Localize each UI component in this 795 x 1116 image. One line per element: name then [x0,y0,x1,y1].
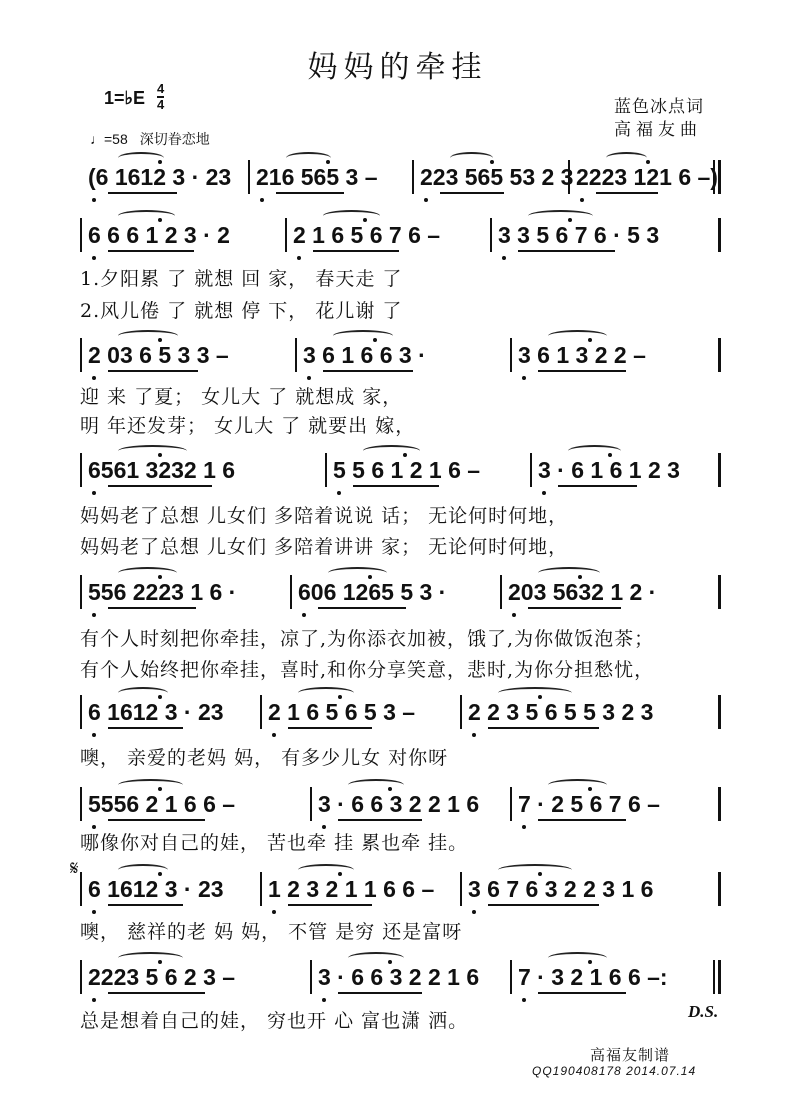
measure-notes: 6561 3232 1 6 [88,457,236,483]
barline [80,787,82,821]
octave-dot [512,613,516,617]
lyric-line: 哪像你对自己的娃， 苦也牵 挂 累也牵 挂。 [80,832,469,854]
final-barline [718,218,721,252]
barline [80,960,82,994]
octave-dot [424,198,428,202]
measure-notes: 2 2 3 5 6 5 5 3 2 3 [468,699,654,725]
measure-notes: 3 6 1 3 2 2 – [518,342,646,368]
beam-underline [538,370,626,372]
barline [80,575,82,609]
lyric-line: 1.夕阳累 了 就想 回 家， 春天走 了 [80,268,403,290]
key-signature: 1=♭E [104,88,146,108]
notation-system [80,958,720,998]
barline [530,453,532,487]
notation-system [80,158,720,198]
octave-dot [538,872,542,876]
final-barline [718,787,721,821]
beam-underline [318,607,406,609]
octave-dot [338,872,342,876]
barline [290,575,292,609]
barline [490,218,492,252]
segno-sign: 𝄋 [70,856,79,880]
barline [310,960,312,994]
octave-dot [272,910,276,914]
meter-top: 4 [157,81,165,96]
octave-dot [538,695,542,699]
measure-notes: 6 1612 3 · 23 [88,876,224,902]
measure-notes: 3 · 6 6 3 2 2 1 6 [318,964,480,990]
beam-underline [108,192,177,194]
slur-arc [548,952,607,964]
lyric-line: 总是想着自己的娃， 穷也开 心 富也潇 洒。 [80,1010,469,1032]
slur-arc [498,687,572,699]
slur-arc [298,864,354,876]
slur-arc [118,567,177,579]
barline [80,338,82,372]
beam-underline [488,904,599,906]
barline [260,872,262,906]
slur-arc [286,152,331,164]
measure-notes: 2 1 6 5 6 5 3 – [268,699,416,725]
meter-bottom: 4 [157,97,165,112]
octave-dot [92,998,96,1002]
final-barline [718,453,721,487]
slur-arc [118,445,187,457]
tempo-marking [90,129,210,149]
slur-arc [118,210,175,222]
octave-dot [578,575,582,579]
barline [80,218,82,252]
measure-notes: 556 2223 1 6 · [88,579,237,605]
notation-system [80,573,720,613]
barline [510,960,512,994]
slur-arc [348,952,404,964]
lyric-line: 妈妈老了总想 儿女们 多陪着讲讲 家； 无论何时何地， [80,536,569,558]
octave-dot [403,453,407,457]
octave-dot [338,695,342,699]
measure-notes: 3 6 1 6 6 3 · [303,342,426,368]
octave-dot [92,256,96,260]
transcriber-credit: 高福友制谱 [590,1046,671,1064]
slur-arc [568,445,621,457]
octave-dot [608,453,612,457]
barline [80,872,82,906]
octave-dot [337,491,341,495]
lyric-line: 2.风儿倦 了 就想 停 下， 花儿谢 了 [80,300,403,322]
slur-arc [333,330,393,342]
octave-dot [307,376,311,380]
barline [500,575,502,609]
barline [310,787,312,821]
barline [260,695,262,729]
octave-dot [260,198,264,202]
octave-dot [368,575,372,579]
measure-notes: 2 03 6 5 3 3 – [88,342,229,368]
measure-notes: 216 565 3 – [256,164,378,190]
beam-underline [596,192,658,194]
slur-arc [363,445,420,457]
final-barline [718,338,721,372]
octave-dot [272,733,276,737]
slur-arc [348,779,404,791]
measure-notes: (6 1612 3 · 23 [88,164,232,190]
octave-dot [363,218,367,222]
octave-dot [588,787,592,791]
octave-dot [297,256,301,260]
slur-arc [606,152,647,164]
lyric-line: 妈妈老了总想 儿女们 多陪着说说 话； 无论何时何地， [80,505,569,527]
beam-underline [538,992,626,994]
octave-dot [92,376,96,380]
octave-dot [158,160,162,164]
octave-dot [522,998,526,1002]
octave-dot [502,256,506,260]
octave-dot [158,453,162,457]
measure-notes: 5556 2 1 6 6 – [88,791,236,817]
octave-dot [158,575,162,579]
composer-credit: 高福友曲 [614,120,702,140]
notation-system [80,216,720,256]
beam-underline [528,607,621,609]
barline [412,160,414,194]
beam-underline [108,904,183,906]
measure-notes: 1 2 3 2 1 1 6 6 – [268,876,435,902]
octave-dot [322,998,326,1002]
beam-underline [440,192,504,194]
slur-arc [118,779,183,791]
tempo-value: ♩=58 [90,131,128,147]
octave-dot [158,787,162,791]
octave-dot [646,160,650,164]
measure-notes: 7 · 3 2 1 6 6 –: [518,964,668,990]
barline [713,960,715,994]
beam-underline [108,370,198,372]
slur-arc [118,330,178,342]
lyric-line: 明 年还发芽； 女儿大 了 就要出 嫁， [80,415,416,437]
measure-notes: 3 3 5 6 7 6 · 5 3 [498,222,660,248]
beam-underline [313,250,399,252]
octave-dot [373,338,377,342]
octave-dot [388,787,392,791]
expression-marking: 深切眷恋地 [139,131,210,147]
barline [285,218,287,252]
notation-system [80,693,720,733]
contact-and-date: QQ190408178 2014.07.14 [532,1064,697,1078]
slur-arc [548,779,607,791]
measure-notes: 223 565 53 2 3 [420,164,574,190]
final-barline [718,960,721,994]
octave-dot [580,198,584,202]
beam-underline [276,192,344,194]
slur-arc [498,864,572,876]
beam-underline [538,819,626,821]
final-barline [718,695,721,729]
octave-dot [302,613,306,617]
barline [325,453,327,487]
beam-underline [108,485,212,487]
octave-dot [158,872,162,876]
slur-arc [548,330,607,342]
octave-dot [158,960,162,964]
octave-dot [326,160,330,164]
beam-underline [518,250,615,252]
lyric-line: 噢， 亲爱的老妈 妈， 有多少儿女 对你呀 [80,747,449,769]
beam-underline [488,727,599,729]
beam-underline [288,904,372,906]
lyric-line: 噢， 慈祥的老 妈 妈， 不管 是穷 还是富呀 [80,921,463,943]
barline [80,695,82,729]
lyric-line: 有个人时刻把你牵挂，凉了,为你添衣加被，饿了,为你做饭泡茶； [80,628,655,650]
beam-underline [323,370,413,372]
octave-dot [92,910,96,914]
final-barline [718,160,721,194]
slur-arc [298,687,354,699]
barline [295,338,297,372]
octave-dot [588,960,592,964]
measure-notes: 203 5632 1 2 · [508,579,657,605]
octave-dot [158,218,162,222]
final-barline [718,872,721,906]
beam-underline [108,250,194,252]
measure-notes: 6 1612 3 · 23 [88,699,224,725]
notation-system [80,336,720,376]
barline [460,872,462,906]
beam-underline [108,727,183,729]
octave-dot [472,910,476,914]
octave-dot [388,960,392,964]
notation-system [80,451,720,491]
beam-underline [338,992,422,994]
beam-underline [338,819,422,821]
barline [510,787,512,821]
dal-segno-mark: D.S. [688,1002,719,1021]
time-signature [157,82,164,112]
final-barline [718,575,721,609]
measure-notes: 3 · 6 6 3 2 2 1 6 [318,791,480,817]
measure-notes: 606 1265 5 3 · [298,579,447,605]
barline [248,160,250,194]
measure-notes: 2 1 6 5 6 7 6 – [293,222,441,248]
beam-underline [353,485,439,487]
song-title: 妈妈的牵挂 [307,50,488,85]
measure-notes: 7 · 2 5 6 7 6 – [518,791,660,817]
measure-notes: 2223 5 6 2 3 – [88,964,236,990]
octave-dot [92,491,96,495]
measure-notes: 3 6 7 6 3 2 2 3 1 6 [468,876,654,902]
slur-arc [323,210,380,222]
octave-dot [158,338,162,342]
octave-dot [158,695,162,699]
lyric-line: 有个人始终把你牵挂，喜时,和你分享笑意，悲时,为你分担愁忧， [80,659,655,681]
notation-system [80,870,720,910]
slur-arc [328,567,387,579]
slur-arc [528,210,593,222]
barline [80,453,82,487]
octave-dot [522,825,526,829]
octave-dot [490,160,494,164]
octave-dot [542,491,546,495]
barline [510,338,512,372]
measure-notes: 3 · 6 1 6 1 2 3 [538,457,680,483]
measure-notes: 6 6 6 1 2 3 · 2 [88,222,230,248]
notation-system [80,785,720,825]
slur-arc [118,952,183,964]
beam-underline [558,485,637,487]
octave-dot [588,338,592,342]
lyricist-credit: 蓝色冰点词 [614,97,704,117]
barline [460,695,462,729]
octave-dot [92,613,96,617]
octave-dot [568,218,572,222]
beam-underline [288,727,372,729]
slur-arc [538,567,600,579]
beam-underline [108,819,205,821]
slur-arc [450,152,493,164]
measure-notes: 2223 121 6 –) [576,164,718,190]
octave-dot [92,733,96,737]
beam-underline [108,607,196,609]
lyric-line: 迎 来 了夏； 女儿大 了 就想成 家， [80,386,403,408]
octave-dot [92,198,96,202]
beam-underline [108,992,205,994]
octave-dot [472,733,476,737]
measure-notes: 5 5 6 1 2 1 6 – [333,457,481,483]
octave-dot [522,376,526,380]
